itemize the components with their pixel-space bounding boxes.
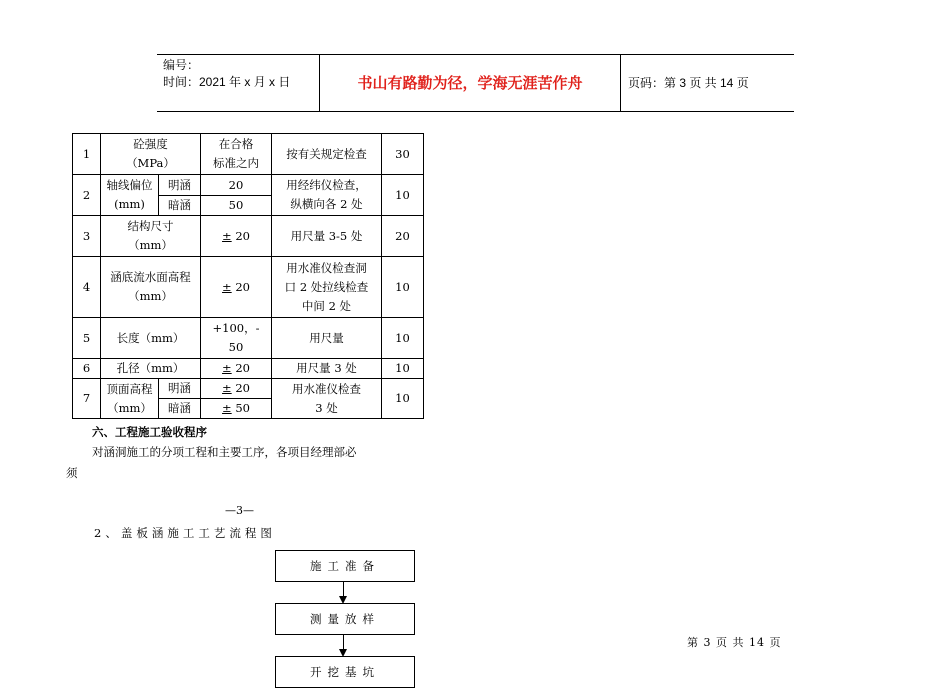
table-row bbox=[73, 175, 424, 196]
sub-item-cell: 暗涵 bbox=[159, 196, 201, 216]
sub-item-cell: 暗涵 bbox=[159, 399, 201, 419]
row-number: 1 bbox=[73, 134, 101, 175]
flowchart-title: 2、盖板涵施工工艺流程图 bbox=[94, 526, 276, 540]
sub-item-cell: 明涵 bbox=[159, 175, 201, 196]
section-title: 六、工程施工验收程序 bbox=[92, 425, 207, 439]
method-cell: 用经纬仪检查， 纵横向各 2 处 bbox=[272, 175, 382, 216]
standard-cell: ± 20 bbox=[201, 257, 272, 318]
paragraph-line: 对涵洞施工的分项工程和主要工序，各项目经理部必 bbox=[92, 445, 357, 459]
method-cell: 用尺量 3 处 bbox=[272, 359, 382, 379]
method-cell: 用水准仪检查 3 处 bbox=[272, 379, 382, 419]
score-cell: 10 bbox=[382, 359, 424, 379]
method-cell: 用水准仪检查洞 口 2 处拉线检查 中间 2 处 bbox=[272, 257, 382, 318]
flow-step-box: 测量放样 bbox=[275, 603, 415, 635]
table-row bbox=[73, 134, 424, 175]
score-cell: 30 bbox=[382, 134, 424, 175]
header-page-info: 页码：第 3 页 共 14 页 bbox=[628, 76, 749, 90]
flow-step-box: 开挖基坑 bbox=[275, 656, 415, 688]
header-left bbox=[163, 57, 290, 91]
flow-step-box: 施工准备 bbox=[275, 550, 415, 582]
score-cell: 10 bbox=[382, 257, 424, 318]
page-footer: 第 3 页 共 14 页 bbox=[687, 636, 782, 649]
row-number: 4 bbox=[73, 257, 101, 318]
standard-cell: ± 50 bbox=[201, 399, 272, 419]
item-cell: 涵底流水面高程 （mm） bbox=[101, 257, 201, 318]
table-row bbox=[73, 318, 424, 359]
sub-item-cell: 明涵 bbox=[159, 379, 201, 399]
table-row bbox=[73, 216, 424, 257]
item-cell: 长度（mm） bbox=[101, 318, 201, 359]
header-slogan: 书山有路勤为径，学海无涯苦作舟 bbox=[357, 74, 583, 92]
page-number-mark: —3— bbox=[225, 504, 254, 517]
header-divider bbox=[620, 55, 621, 111]
item-cell: 结构尺寸 （mm） bbox=[101, 216, 201, 257]
method-cell: 用尺量 3-5 处 bbox=[272, 216, 382, 257]
item-cell: 砼强度 （MPa） bbox=[101, 134, 201, 175]
method-cell: 用尺量 bbox=[272, 318, 382, 359]
row-number: 2 bbox=[73, 175, 101, 216]
table-row bbox=[73, 359, 424, 379]
score-cell: 10 bbox=[382, 318, 424, 359]
standard-cell: ± 20 bbox=[201, 379, 272, 399]
score-cell: 20 bbox=[382, 216, 424, 257]
row-number: 5 bbox=[73, 318, 101, 359]
standard-cell: 20 bbox=[201, 175, 272, 196]
score-cell: 10 bbox=[382, 175, 424, 216]
paragraph-line: 须 bbox=[66, 466, 78, 480]
standard-cell: 50 bbox=[201, 196, 272, 216]
score-cell: 10 bbox=[382, 379, 424, 419]
row-number: 3 bbox=[73, 216, 101, 257]
item-cell: 孔径（mm） bbox=[101, 359, 201, 379]
item-cell: 轴线偏位 (mm) bbox=[101, 175, 159, 216]
page-header bbox=[157, 54, 794, 112]
item-cell: 顶面高程 （mm） bbox=[101, 379, 159, 419]
standard-cell: +100，- 50 bbox=[201, 318, 272, 359]
inspection-table bbox=[72, 133, 424, 419]
row-number: 6 bbox=[73, 359, 101, 379]
standard-cell: 在合格 标准之内 bbox=[201, 134, 272, 175]
time-label: 时间：2021 年 x 月 x 日 bbox=[163, 75, 291, 89]
row-number: 7 bbox=[73, 379, 101, 419]
table-row bbox=[73, 379, 424, 399]
number-label: 编号： bbox=[163, 58, 200, 72]
table-row bbox=[73, 257, 424, 318]
standard-cell: ± 20 bbox=[201, 359, 272, 379]
standard-cell: ± 20 bbox=[201, 216, 272, 257]
method-cell: 按有关规定检查 bbox=[272, 134, 382, 175]
